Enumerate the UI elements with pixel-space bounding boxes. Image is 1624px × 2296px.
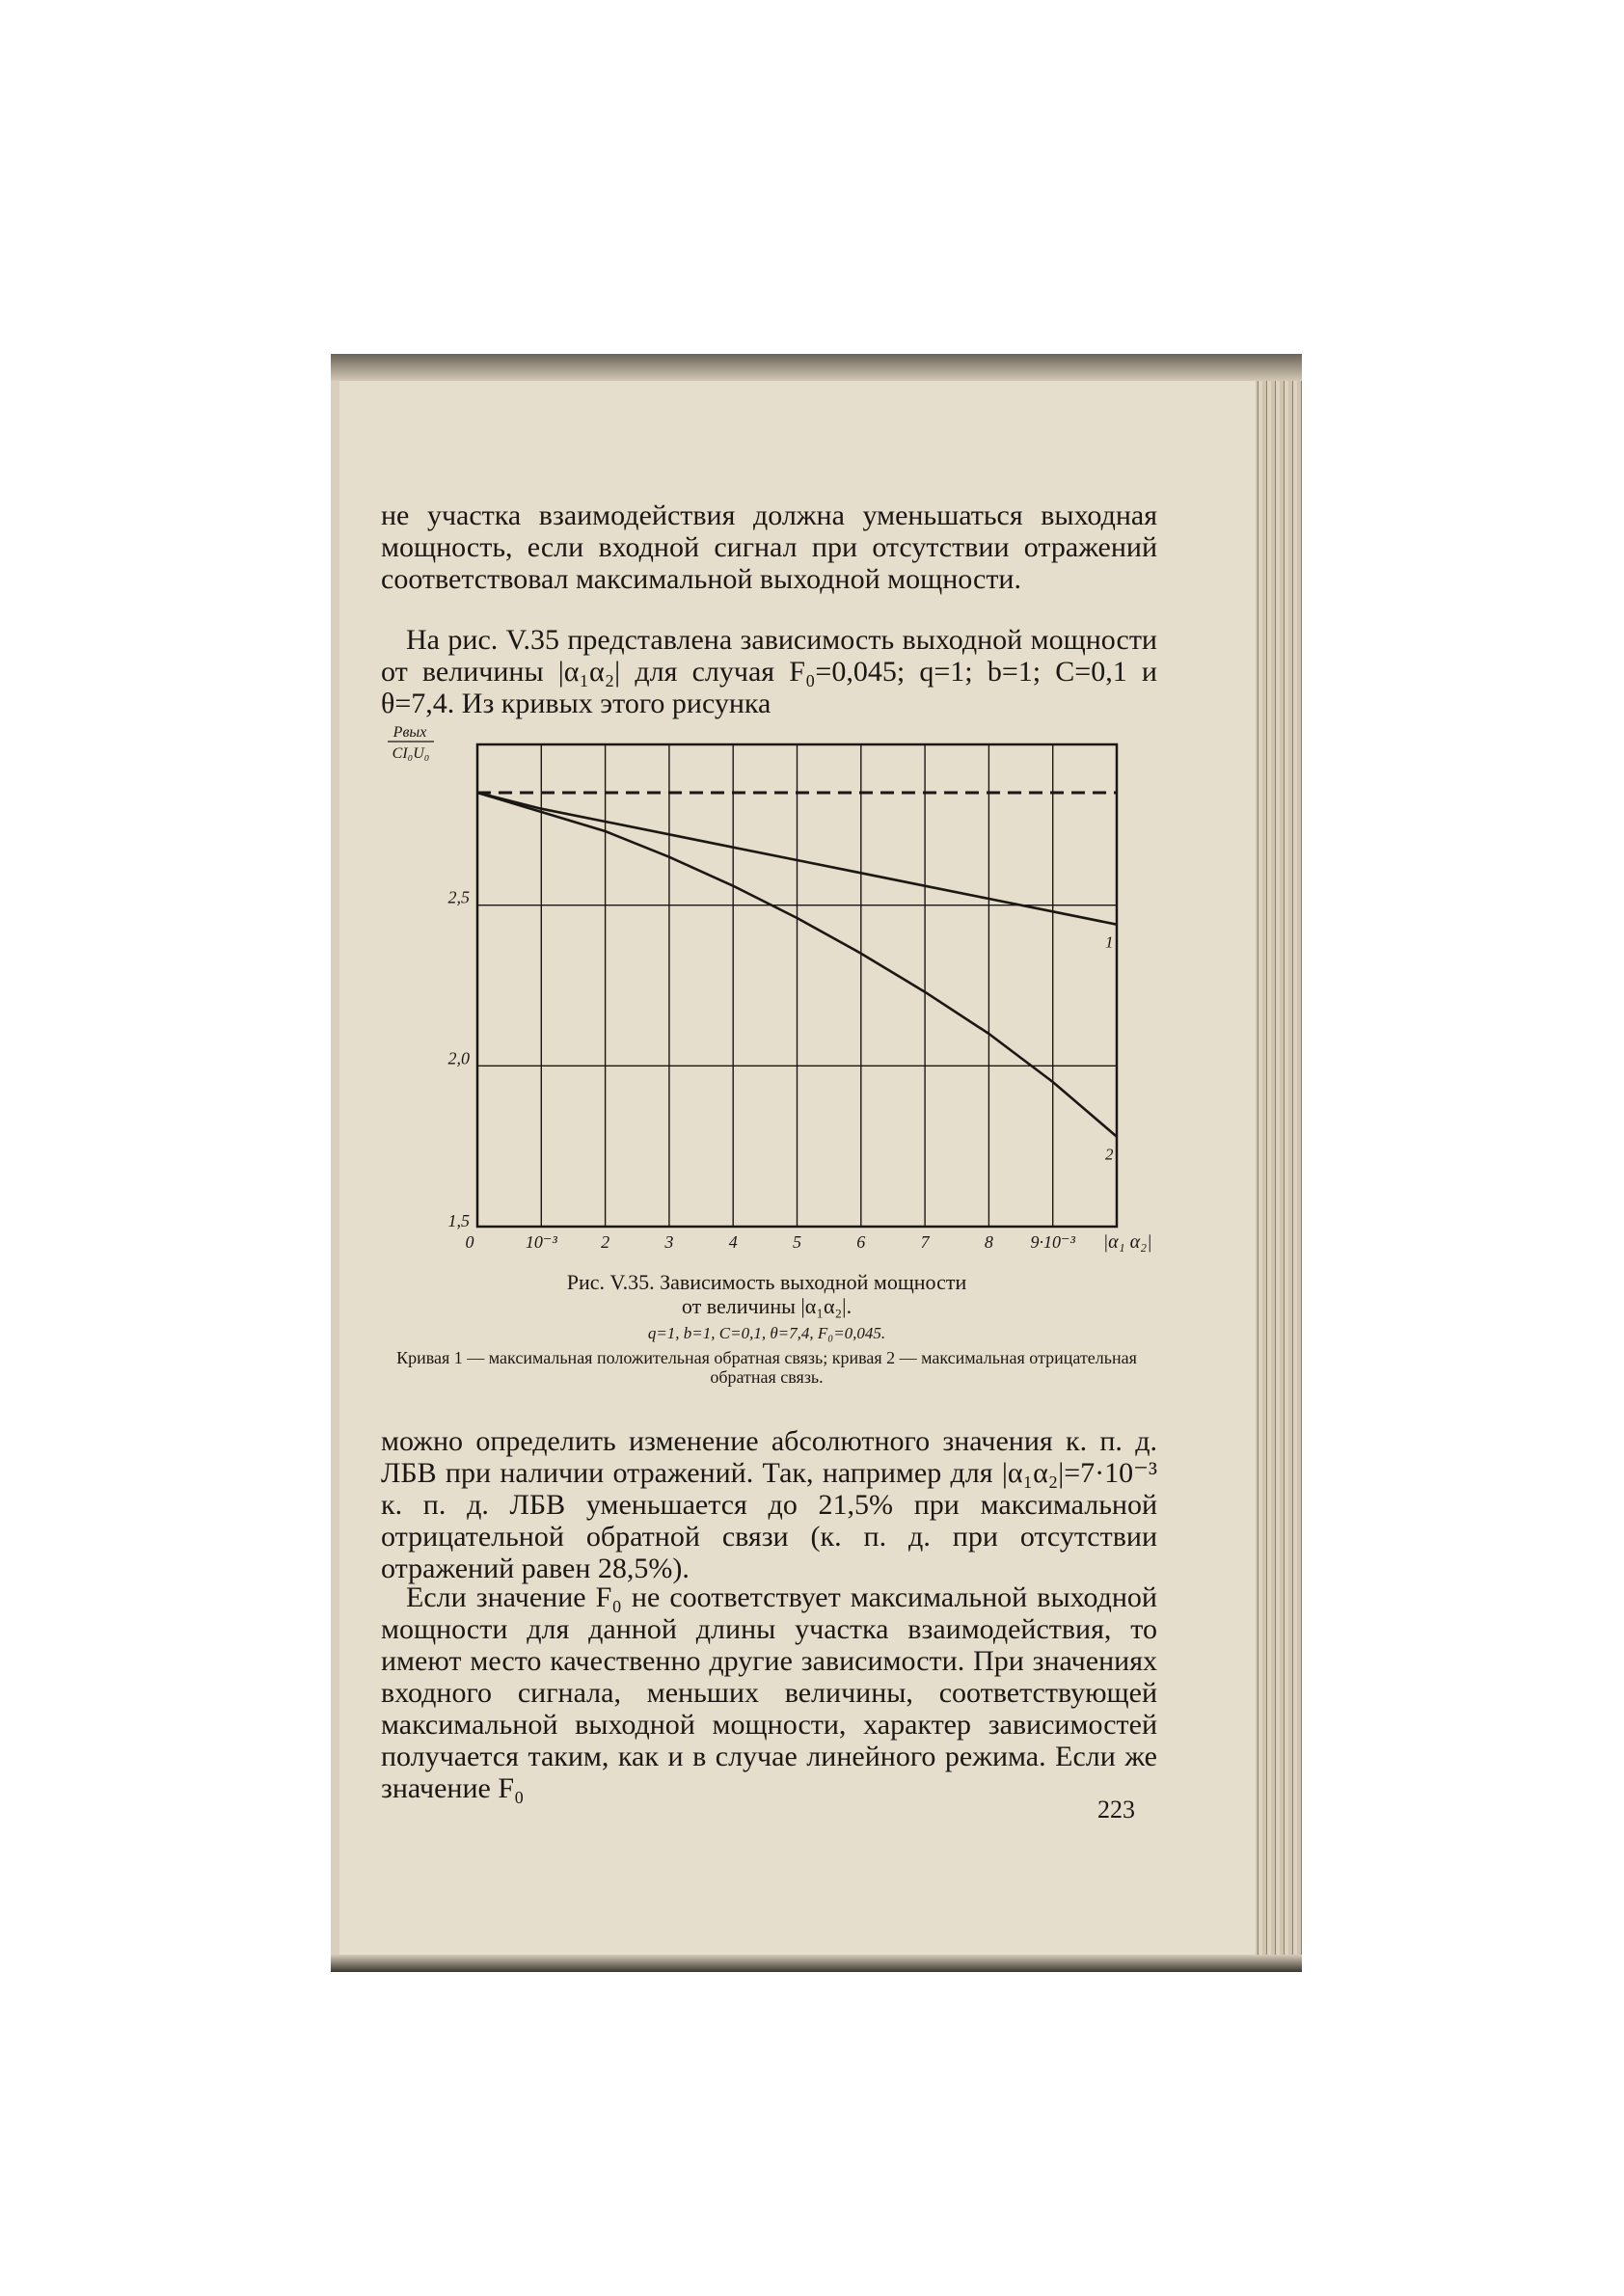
figure-chart (386, 723, 1167, 1254)
y-tick-label: 2,0 (447, 1048, 470, 1068)
y-axis-label-denominator: CI₀U₀ (392, 745, 430, 762)
page-number: 223 (1097, 1796, 1135, 1823)
x-tick-label: 6 (856, 1232, 866, 1252)
paragraph-top: не участка взаимодействия должна уменьшаться выходная мощность, если входной сигнал при отсутствии отражений соответствовал максимальной выходной мощности. (381, 500, 1157, 595)
x-tick-label: 8 (984, 1232, 993, 1252)
chart-labels (388, 724, 1152, 1253)
x-tick-label: 7 (920, 1232, 930, 1252)
paragraph-intro: На рис. V.35 представлена зависимость выходной мощности от величины |α₁α₂| для случая F₀=0,045; q=1; b=1; C=0,1 и θ=7,4. Из кривых этого рисунка (381, 624, 1157, 719)
x-tick-label: 4 (728, 1232, 738, 1252)
paragraph-after-figure: можно определить изменение абсолютного значения к. п. д. ЛБВ при наличии отражений. Так, например для |α₁α₂|=7·10⁻³ к. п. д. ЛБВ уменьшается до 21,5% при максимальной отрицательной обратной связи (к. п. д. при отсутствии отражений равен 28,5%). (381, 1425, 1157, 1584)
x-tick-label: 10⁻³ (525, 1232, 557, 1252)
x-tick-label: 2 (601, 1232, 610, 1252)
figure-caption-params: q=1, b=1, C=0,1, θ=7,4, F₀=0,045. (647, 1324, 886, 1342)
paragraph-last: Если значение F₀ не соответствует максимальной выходной мощности для данной длины участка взаимодействия, то имеют место качественно другие зависимости. При значениях входного сигнала, меньших величины, соответствующей максимальной выходной мощности, характер зависимостей получается таким, как и в случае линейного режима. Если же значение F₀ (381, 1581, 1157, 1804)
book-page-edges (1254, 381, 1302, 1955)
chart-grid (477, 744, 1117, 1227)
scan-bottom-shadow (331, 1955, 1302, 1972)
x-tick-label: 0 (465, 1232, 474, 1252)
y-tick-label: 1,5 (447, 1211, 470, 1230)
series-label-1: 1 (1105, 932, 1114, 952)
series-label-2: 2 (1105, 1145, 1114, 1164)
figure-caption-note: Кривая 1 — максимальная положительная обратная связь; кривая 2 — максимальная отрицательная обратная связь. (396, 1348, 1137, 1387)
y-tick-label: 2,5 (447, 887, 470, 907)
y-axis-label-numerator: Pвых (392, 724, 427, 741)
x-tick-label: 3 (664, 1232, 674, 1252)
x-axis-label: |α₁ α₂| (1102, 1231, 1152, 1253)
x-tick-label: 9·10⁻³ (1030, 1232, 1075, 1252)
figure-caption-title2: от величины |α₁α₂|. (681, 1294, 853, 1318)
x-tick-label: 5 (793, 1232, 801, 1252)
scan-top-shadow (331, 354, 1302, 381)
figure-caption-title: Рис. V.35. Зависимость выходной мощности (566, 1270, 967, 1294)
